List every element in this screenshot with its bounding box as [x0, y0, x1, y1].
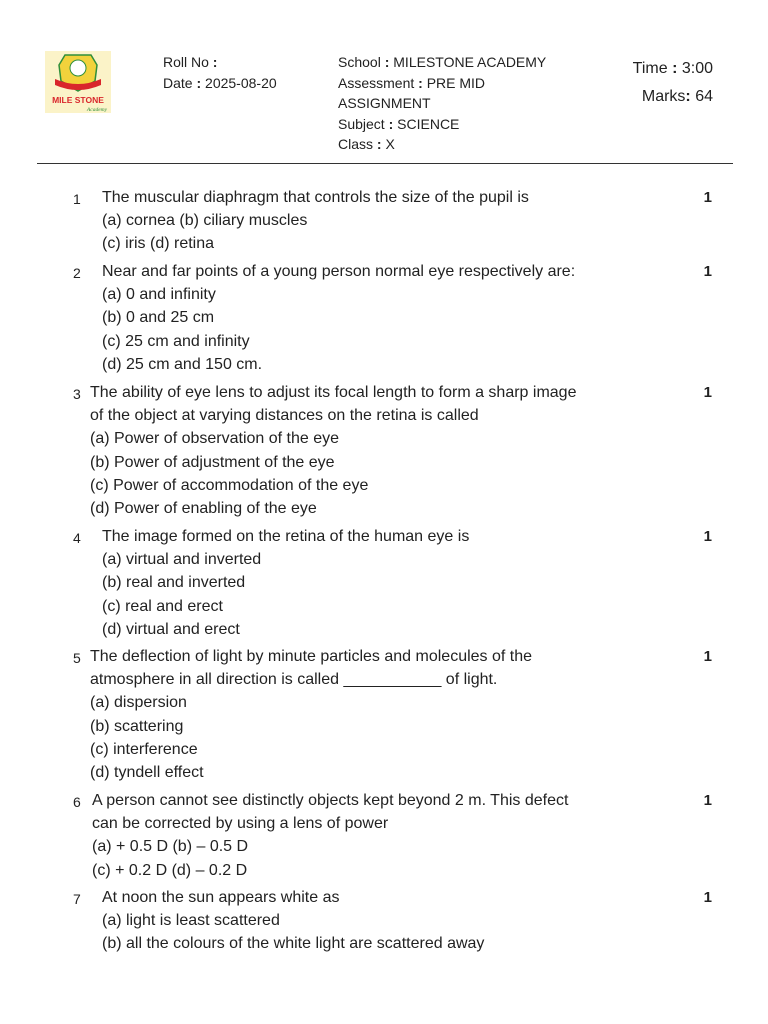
question-line: A person cannot see distinctly objects kept beyond 2 m. This defect: [92, 792, 569, 809]
question-number: 4: [73, 530, 81, 546]
question-line: can be corrected by using a lens of power: [92, 815, 389, 833]
question-text: [102, 886, 602, 956]
roll-date-block: Roll No : Date : 2025-08-20: [163, 54, 277, 91]
option-line: (d) tyndell effect: [90, 764, 204, 782]
question-number: 3: [73, 386, 81, 402]
question-marks: 1: [703, 384, 712, 401]
subject-label: Subject: [338, 115, 385, 132]
option-line: (c) 25 cm and infinity: [102, 332, 250, 350]
class-label: Class: [338, 136, 374, 152]
option-line: (b) Power of adjustment of the eye: [90, 453, 335, 471]
logo-text-top: MILE STONE: [52, 95, 104, 105]
option-line: (a) virtual and inverted: [102, 551, 262, 569]
question-text: [102, 525, 602, 641]
time-value: 3:00: [681, 60, 713, 77]
option-line: (d) 25 cm and 150 cm.: [102, 355, 263, 373]
question-number: 6: [73, 794, 81, 810]
option-line: (c) real and erect: [102, 597, 223, 615]
question-text: [90, 645, 600, 784]
question-marks: 1: [703, 889, 712, 906]
time-label: Time: [632, 60, 668, 77]
question-line: The image formed on the retina of the human eye is: [102, 528, 470, 545]
question-text: [102, 186, 602, 256]
logo-text-bottom: Academy: [86, 107, 108, 113]
option-line: (d) Power of enabling of the eye: [90, 500, 317, 518]
question-number: 5: [73, 650, 81, 666]
subject-value: SCIENCE: [397, 115, 460, 132]
marks-value: 64: [695, 88, 713, 105]
assessment-value-line2: ASSIGNMENT: [338, 95, 431, 111]
question-marks: 1: [703, 648, 712, 665]
question-number: 7: [73, 891, 81, 907]
time-marks-block: Time : 3:00 Marks: 64: [632, 60, 713, 105]
option-line: (c) iris (d) retina: [102, 235, 215, 253]
option-line: (a) light is least scattered: [102, 912, 280, 930]
option-line: (b) all the colours of the white light are scattered away: [102, 935, 485, 953]
question-line: Near and far points of a young person normal eye respectively are:: [102, 263, 576, 280]
date-value: 2025-08-20: [205, 74, 277, 91]
option-line: (c) + 0.2 D (d) – 0.2 D: [92, 861, 248, 879]
assessment-value-line1: PRE MID: [426, 74, 486, 91]
option-line: (b) scattering: [90, 717, 184, 735]
question-text: [90, 381, 600, 520]
question-line: of the object at varying distances on the retina is called: [90, 407, 479, 425]
class-value: X: [385, 136, 395, 152]
option-line: (a) dispersion: [90, 694, 187, 712]
assessment-label: Assessment: [338, 74, 415, 91]
roll-label: Roll No: [163, 54, 209, 70]
marks-label: Marks: [641, 88, 686, 105]
option-line: (a) cornea (b) ciliary muscles: [102, 212, 308, 230]
question-text: [102, 260, 602, 376]
header-divider: [37, 163, 733, 164]
question-line: At noon the sun appears white as: [102, 889, 340, 906]
question-marks: 1: [703, 263, 712, 280]
date-label: Date: [163, 74, 193, 91]
school-info-block: School : MILESTONE ACADEMY Assessment : PRE MID ASSIGNMENT Subject : SCIENCE Class : X: [338, 52, 568, 155]
question-line: The deflection of light by minute particles and molecules of the: [90, 648, 533, 665]
option-line: (d) virtual and erect: [102, 620, 240, 638]
question-line: The ability of eye lens to adjust its focal length to form a sharp image: [90, 384, 577, 401]
option-line: (a) 0 and infinity: [102, 286, 216, 304]
option-line: (a) + 0.5 D (b) – 0.5 D: [92, 838, 249, 856]
question-marks: 1: [703, 792, 712, 809]
question-number: 1: [73, 191, 81, 207]
question-marks: 1: [703, 528, 712, 545]
school-label: School: [338, 54, 381, 70]
question-number: 2: [73, 265, 81, 281]
option-line: (c) Power of accommodation of the eye: [90, 476, 369, 494]
option-line: (b) real and inverted: [102, 574, 246, 592]
question-text: [92, 789, 602, 882]
option-line: (a) Power of observation of the eye: [90, 430, 340, 448]
question-line: atmosphere in all direction is called ___________ of light.: [90, 671, 498, 689]
option-line: (b) 0 and 25 cm: [102, 309, 215, 327]
school-logo: [45, 51, 111, 113]
school-value: MILESTONE ACADEMY: [393, 54, 547, 70]
question-marks: 1: [703, 189, 712, 206]
option-line: (c) interference: [90, 740, 198, 758]
question-line: The muscular diaphragm that controls the size of the pupil is: [102, 189, 529, 206]
